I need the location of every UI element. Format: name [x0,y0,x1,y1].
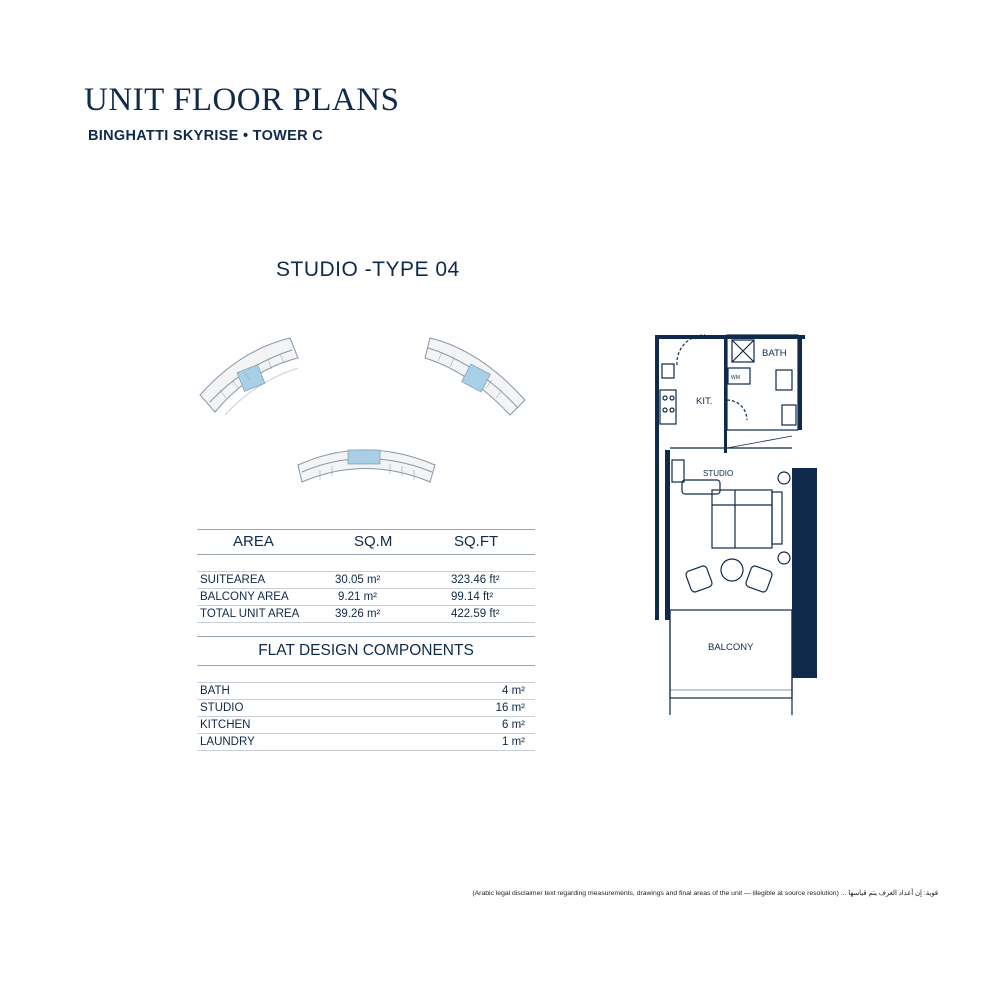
studio-floor-plan [650,330,820,725]
row-label: TOTAL UNIT AREA [200,608,300,620]
bed [712,490,772,548]
area-table [197,529,535,623]
list-item [197,700,535,717]
balcony-area [670,610,792,698]
row-sqft: 99.14 ft² [451,591,494,603]
bath-label: BATH [762,348,787,359]
row-label: BALCONY AREA [200,591,289,603]
page-title: UNIT FLOOR PLANS [84,82,400,118]
row-sqm: 39.26 m² [335,608,381,620]
laundry-label: WM [731,375,740,381]
tower-key-plan [180,320,560,520]
components-title: FLAT DESIGN COMPONENTS [258,642,474,659]
kitchen-label: KIT. [696,396,713,407]
sqft-column-header: SQ.FT [454,533,499,550]
project-subtitle: BINGHATTI SKYRISE • TOWER C [88,128,323,144]
facade-wall [792,468,817,678]
components-table [197,636,535,751]
balcony-label: BALCONY [708,642,754,653]
studio-label: STUDIO [703,469,734,478]
unit-type-title: STUDIO -TYPE 04 [276,258,460,281]
component-value: 6 m² [502,719,525,731]
component-label: KITCHEN [200,719,251,731]
component-value: 16 m² [495,702,525,714]
component-label: STUDIO [200,702,244,714]
list-item [197,717,535,734]
row-sqm: 30.05 m² [335,574,381,586]
round-table [721,559,743,581]
row-sqft: 323.46 ft² [451,574,500,586]
legal-disclaimer: قوية: إن أعداد الغرف يتم قياسها ... (Arabic legal disclaimer text regarding measurements, drawings and final areas of the unit — illegible at source resolution) [472,890,938,897]
highlighted-unit-center [348,450,380,464]
table-row [197,606,535,623]
row-sqft: 422.59 ft² [451,608,500,620]
table-row [197,589,535,606]
component-value: 4 m² [502,685,525,697]
row-sqm: 9.21 m² [338,591,377,603]
component-label: BATH [200,685,230,697]
list-item [197,683,535,700]
list-item [197,734,535,751]
table-row [197,572,535,589]
area-table-header [197,529,535,555]
component-label: LAUNDRY [200,736,255,748]
area-column-header: AREA [233,533,274,550]
component-value: 1 m² [502,736,525,748]
row-label: SUITEAREA [200,574,266,586]
sqm-column-header: SQ.M [354,533,393,550]
